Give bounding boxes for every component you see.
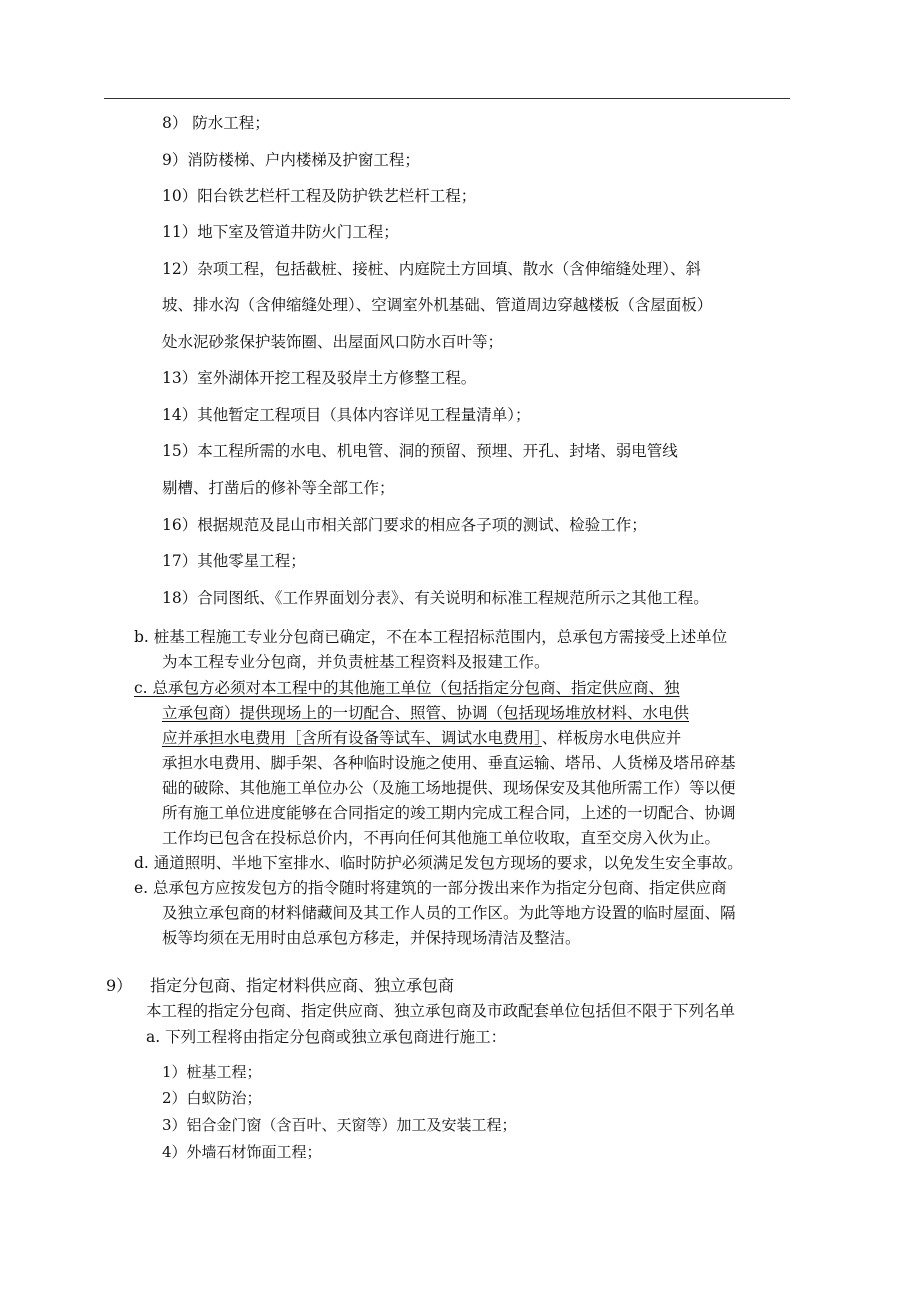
clause-c-line2: 立承包商）提供现场上的一切配合、照管、协调（包括现场堆放材料、水电供 [162,704,690,722]
section-9-title: 指定分包商、指定材料供应商、独立承包商 [150,976,455,995]
section-9-sub-a: a. 下列工程将由指定分包商或独立承包商进行施工： [146,1028,507,1046]
section-9-intro: 本工程的指定分包商、指定供应商、独立承包商及市政配套单位包括但不限于下列名单 [146,1002,736,1020]
section-9-item-4: 4）外墙石材饰面工程； [162,1143,322,1161]
list-item-11: 11）地下室及管道井防火门工程； [162,223,399,241]
clause-d-line1: d. 通道照明、半地下室排水、临时防护必须满足发包方现场的要求，以免发生安全事故。 [134,854,743,872]
list-item-16: 16）根据规范及昆山市相关部门要求的相应各子项的测试、检验工作； [162,516,647,534]
clause-c-line3-underlined: 应并承担水电费用［含所有设备等试车、调试水电费用］ [162,729,542,747]
clause-e-line2: 及独立承包商的材料储藏间及其工作人员的工作区。为此等地方设置的临时屋面、隔 [162,904,736,922]
list-item-14: 14）其他暂定工程项目（具体内容详见工程量清单）； [162,406,531,424]
list-item-18: 18）合同图纸、《工作界面划分表》、有关说明和标准工程规范所示之其他工程。 [162,589,709,607]
clause-c-line7: 工作均已包含在投标总价内，不再向任何其他施工单位收取，直至交房入伙为止。 [162,829,721,847]
section-9-item-2: 2）白蚁防治； [162,1089,262,1107]
clause-b-line2: 为本工程专业分包商，并负责桩基工程资料及报建工作。 [162,653,550,671]
header-rule [104,98,790,99]
list-item-13: 13）室外湖体开挖工程及驳岸土方修整工程。 [162,369,477,387]
clause-c-line6: 所有施工单位进度能够在合同指定的竣工期内完成工程合同，上述的一切配合、协调 [162,804,736,822]
section-9-item-3: 3）铝合金门窗（含百叶、天窗等）加工及安装工程； [162,1116,517,1134]
clause-c-line3 [162,728,681,748]
list-item-12-line1: 12）杂项工程，包括截桩、接桩、内庭院土方回填、散水（含伸缩缝处理）、斜 [162,260,701,278]
list-item-12-line3: 处水泥砂浆保护装饰圈、出屋面风口防水百叶等； [162,333,504,351]
list-item-9: 9）消防楼梯、户内楼梯及护窗工程； [162,151,420,169]
clause-c-line3-rest: 、样板房水电供应并 [541,729,682,747]
list-item-15-line1: 15）本工程所需的水电、机电管、洞的预留、预埋、开孔、封堵、弱电管线 [162,442,678,460]
clause-c-line1: c. 总承包方必须对本工程中的其他施工单位（包括指定分包商、指定供应商、独 [134,679,680,697]
list-item-12-line2: 坡、排水沟（含伸缩缝处理）、空调室外机基础、管道周边穿越楼板（含屋面板） [162,296,713,314]
section-9-number: 9） [106,976,133,995]
clause-e-line3: 板等均须在无用时由总承包方移走，并保持现场清洁及整洁。 [162,929,581,947]
section-9-item-1: 1）桩基工程； [162,1063,262,1081]
clause-b-line1: b. 桩基工程施工专业分包商已确定，不在本工程招标范围内，总承包方需接受上述单位 [134,628,728,646]
clause-c-line5: 础的破除、其他施工单位办公（及施工场地提供、现场保安及其他所需工作）等以便 [162,779,736,797]
list-item-15-line2: 剔槽、打凿后的修补等全部工作； [162,479,395,497]
clause-e-line1: e. 总承包方应按发包方的指令随时将建筑的一部分拨出来作为指定分包商、指定供应商 [134,879,727,897]
list-item-8: 8） 防水工程； [162,114,270,132]
clause-c-line4: 承担水电费用、脚手架、各种临时设施之使用、垂直运输、塔吊、人货梯及塔吊碎基 [162,754,736,772]
list-item-17: 17）其他零星工程； [162,552,306,570]
list-item-10: 10）阳台铁艺栏杆工程及防护铁艺栏杆工程； [162,187,477,205]
